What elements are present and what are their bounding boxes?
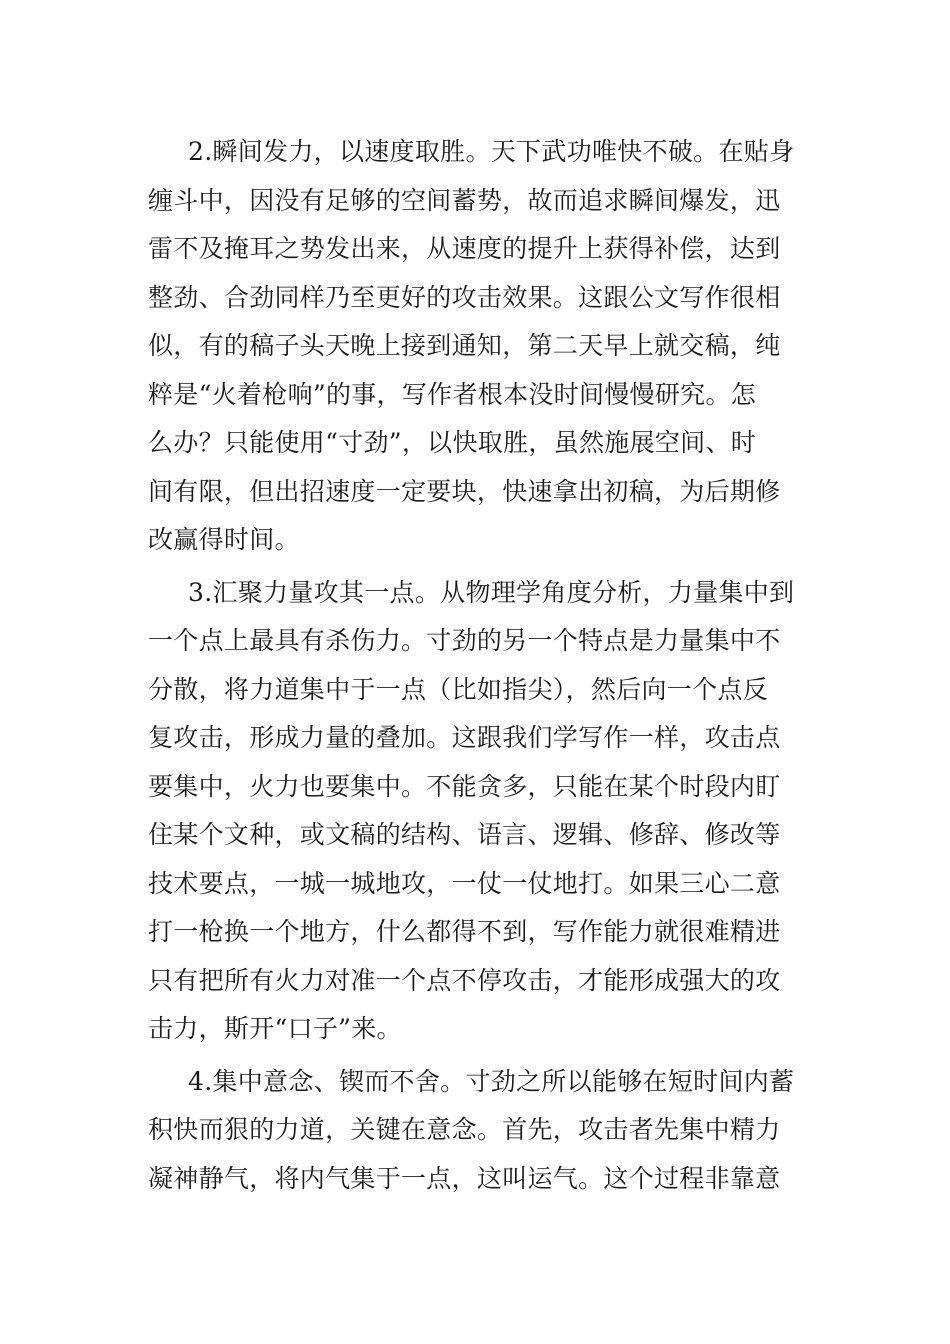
text-line: 3.汇聚力量攻其一点。从物理学角度分析，力量集中到 bbox=[188, 577, 795, 607]
text-line: 住某个文种，或文稿的结构、语言、逻辑、修辞、修改等 bbox=[148, 820, 781, 849]
text-line: 雷不及掩耳之势发出来，从速度的提升上获得补偿，达到 bbox=[148, 234, 781, 263]
text-line: 整劲、合劲同样乃至更好的攻击效果。这跟公文写作很相 bbox=[148, 282, 781, 312]
text-line: 技术要点，一城一城地攻，一仗一仗地打。如果三心二意 bbox=[148, 868, 781, 898]
text-line: 似，有的稿子头天晚上接到通知，第二天早上就交稿，纯 bbox=[148, 331, 781, 360]
text-line: 打一枪换一个地方，什么都得不到，写作能力就很难精进 bbox=[148, 917, 781, 946]
text-line: 凝神静气，将内气集于一点，这叫运气。这个过程非靠意 bbox=[148, 1163, 781, 1193]
text-line: 一个点上最具有杀伤力。寸劲的另一个特点是力量集中不 bbox=[148, 626, 781, 655]
paragraph-4 bbox=[148, 1058, 812, 1204]
text-line: 积快而狠的力道，关键在意念。首先，攻击者先集中精力 bbox=[148, 1115, 781, 1144]
text-line: 击力，斯开“口子”来。 bbox=[148, 1014, 402, 1043]
text-line: 要集中，火力也要集中。不能贪多，只能在某个时段内盯 bbox=[148, 771, 781, 801]
paragraph-3 bbox=[148, 569, 812, 1054]
text-line: 复攻击，形成力量的叠加。这跟我们学写作一样，攻击点 bbox=[148, 723, 781, 752]
text-line: 么办？只能使用“寸劲”，以快取胜，虽然施展空间、时 bbox=[148, 428, 757, 457]
paragraph-2 bbox=[148, 128, 812, 565]
document-body bbox=[148, 128, 812, 1207]
text-line: 分散，将力道集中于一点（比如指尖），然后向一个点反 bbox=[148, 674, 769, 704]
text-line: 4.集中意念、锲而不舍。寸劲之所以能够在短时间内蓄 bbox=[188, 1066, 795, 1096]
text-line: 粹是“火着枪响”的事，写作者根本没时间慢慢研究。怎 bbox=[148, 379, 757, 409]
text-line: 改赢得时间。 bbox=[148, 525, 300, 554]
text-line: 缠斗中，因没有足够的空间蓄势，故而追求瞬间爆发，迅 bbox=[148, 185, 781, 215]
text-line: 只有把所有火力对准一个点不停攻击，才能形成强大的攻 bbox=[148, 965, 781, 995]
text-line: 2.瞬间发力，以速度取胜。天下武功唯快不破。在贴身 bbox=[188, 137, 795, 166]
text-line: 间有限，但出招速度一定要块，快速拿出初稿，为后期修 bbox=[148, 476, 781, 506]
